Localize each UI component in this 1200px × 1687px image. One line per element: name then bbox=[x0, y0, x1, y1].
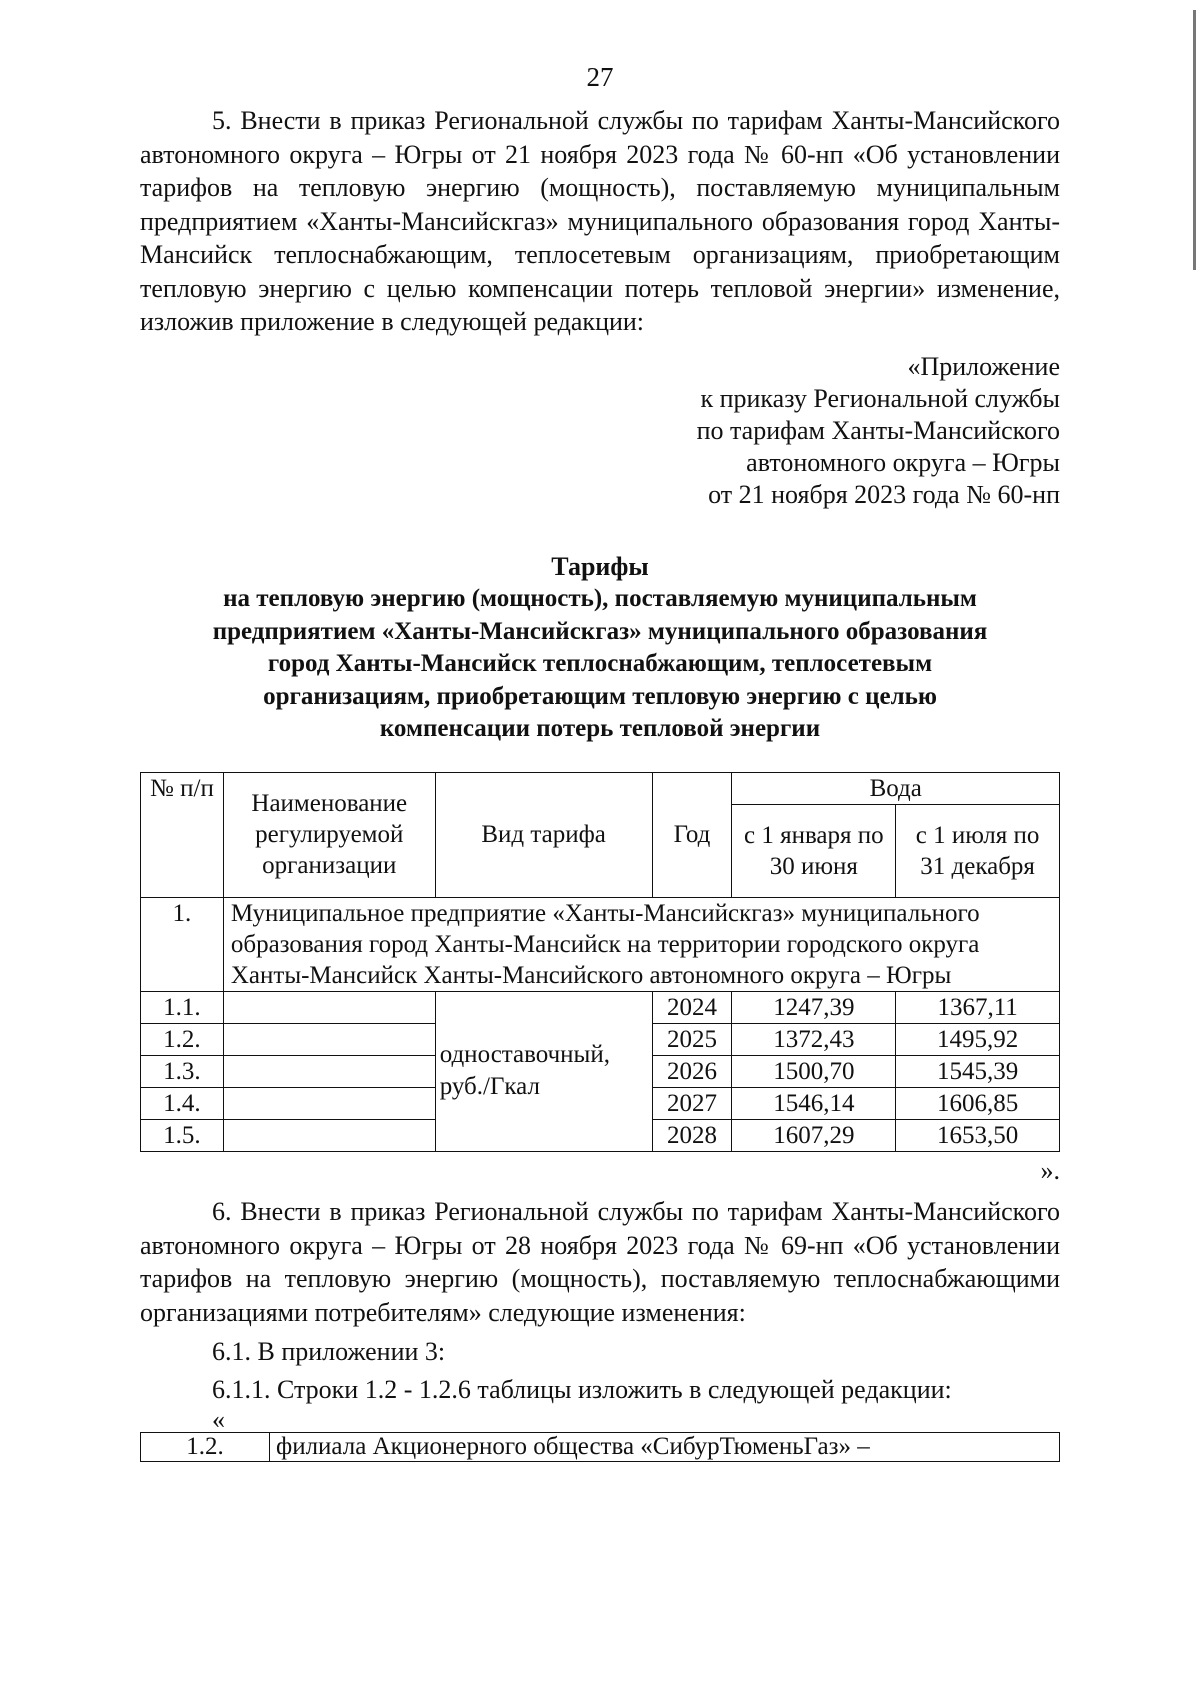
paragraph-6-1-1: 6.1.1. Строки 1.2 - 1.2.6 таблицы изложить в следующей редакции: bbox=[212, 1374, 952, 1404]
row-org bbox=[223, 1119, 435, 1151]
tariff-type-cell: одноставочный, руб./Гкал bbox=[435, 991, 652, 1151]
page-number: 27 bbox=[586, 62, 614, 92]
row-period-1: 1607,29 bbox=[732, 1119, 896, 1151]
tariff-table bbox=[140, 772, 1060, 1152]
appendix-line-4: автономного округа – Югры bbox=[746, 447, 1060, 477]
paragraph-5: 5. Внести в приказ Региональной службы по тарифам Ханты-Мансийского автономного округа – Югры от 21 ноября 2023 года № 60-нп «Об установлении тарифов на тепловую энергию (мощность), поставляемую муниципальным предприятием «Ханты-Мансийскгаз» муниципального образования город Ханты-Мансийск теплоснабжающим, теплосетевым организациям, приобретающим тепловую энергию с целью компенсации потерь тепловой энергии» изменение, изложив приложение в следующей редакции: bbox=[140, 106, 1060, 336]
table-header-row bbox=[141, 772, 1060, 804]
row-year: 2028 bbox=[652, 1119, 732, 1151]
row-num: 1.3. bbox=[141, 1055, 224, 1087]
table-row bbox=[141, 991, 1060, 1023]
row-period-2: 1495,92 bbox=[896, 1023, 1060, 1055]
row-period-2: 1367,11 bbox=[896, 991, 1060, 1023]
row-num: 1.1. bbox=[141, 991, 224, 1023]
table-section-row bbox=[141, 897, 1060, 991]
row-year: 2024 bbox=[652, 991, 732, 1023]
row-org bbox=[223, 1087, 435, 1119]
row-org bbox=[223, 1055, 435, 1087]
tariffs-title-line-5: компенсации потерь тепловой энергии bbox=[379, 715, 821, 742]
table-row bbox=[141, 1433, 1060, 1462]
open-quote: « bbox=[212, 1405, 225, 1434]
bottom-table bbox=[140, 1432, 1060, 1462]
tariffs-title-line-1: на тепловую энергию (мощность), поставляемую муниципальным bbox=[223, 585, 977, 612]
section-org: Муниципальное предприятие «Ханты-Мансийскгаз» муниципального образования город Ханты-Мансийск на территории городского округа Ханты-Мансийск Ханты-Мансийского автономного округа – Югры bbox=[223, 897, 1059, 991]
section-num: 1. bbox=[141, 897, 224, 991]
appendix-line-1: «Приложение bbox=[907, 351, 1060, 381]
tariffs-title-line-3: город Ханты-Мансийск теплоснабжающим, теплосетевым bbox=[267, 650, 933, 677]
row-year: 2027 bbox=[652, 1087, 732, 1119]
header-period-2: с 1 июля по 31 декабря bbox=[896, 804, 1060, 897]
tariffs-title bbox=[140, 551, 1060, 746]
tariffs-title-line-2: предприятием «Ханты-Мансийскгаз» муниципального образования bbox=[212, 617, 988, 645]
row-period-1: 1546,14 bbox=[732, 1087, 896, 1119]
row-year: 2025 bbox=[652, 1023, 732, 1055]
paragraph-6: 6. Внести в приказ Региональной службы по тарифам Ханты-Мансийского автономного округа – Югры от 28 ноября 2023 года № 69-нп «Об установлении тарифов на тепловую энергию (мощность), поставляемую теплоснабжающими организациями потребителям» следующие изменения: bbox=[140, 1197, 1060, 1327]
header-tariff-type: Вид тарифа bbox=[435, 772, 652, 897]
bottom-row-num: 1.2. bbox=[141, 1433, 270, 1462]
row-period-2: 1606,85 bbox=[896, 1087, 1060, 1119]
row-org bbox=[223, 1023, 435, 1055]
row-period-1: 1247,39 bbox=[732, 991, 896, 1023]
appendix-line-5: от 21 ноября 2023 года № 60-нп bbox=[708, 479, 1060, 509]
row-period-1: 1500,70 bbox=[732, 1055, 896, 1087]
tariffs-title-line-4: организациям, приобретающим тепловую энергию с целью bbox=[263, 682, 937, 710]
row-period-1: 1372,43 bbox=[732, 1023, 896, 1055]
row-period-2: 1545,39 bbox=[896, 1055, 1060, 1087]
row-num: 1.5. bbox=[141, 1119, 224, 1151]
row-num: 1.2. bbox=[141, 1023, 224, 1055]
header-year: Год bbox=[652, 772, 732, 897]
header-water: Вода bbox=[732, 772, 1060, 804]
document-body bbox=[140, 104, 1060, 1462]
header-org: Наименование регулируемой организации bbox=[223, 772, 435, 897]
row-year: 2026 bbox=[652, 1055, 732, 1087]
row-org bbox=[223, 991, 435, 1023]
paragraph-6-1: 6.1. В приложении 3: bbox=[212, 1337, 446, 1366]
scan-edge-line bbox=[1193, 10, 1196, 270]
row-num: 1.4. bbox=[141, 1087, 224, 1119]
appendix-header bbox=[140, 351, 1060, 511]
appendix-line-2: к приказу Региональной службы bbox=[700, 383, 1060, 413]
bottom-row-text: филиала Акционерного общества «СибурТюменьГаз» – bbox=[270, 1433, 1060, 1462]
tariffs-heading: Тарифы bbox=[551, 551, 649, 581]
appendix-line-3: по тарифам Ханты-Мансийского bbox=[696, 415, 1060, 445]
header-period-1: с 1 января по 30 июня bbox=[732, 804, 896, 897]
header-num: № п/п bbox=[141, 772, 224, 897]
row-period-2: 1653,50 bbox=[896, 1119, 1060, 1151]
closing-quote: ». bbox=[1040, 1155, 1060, 1185]
